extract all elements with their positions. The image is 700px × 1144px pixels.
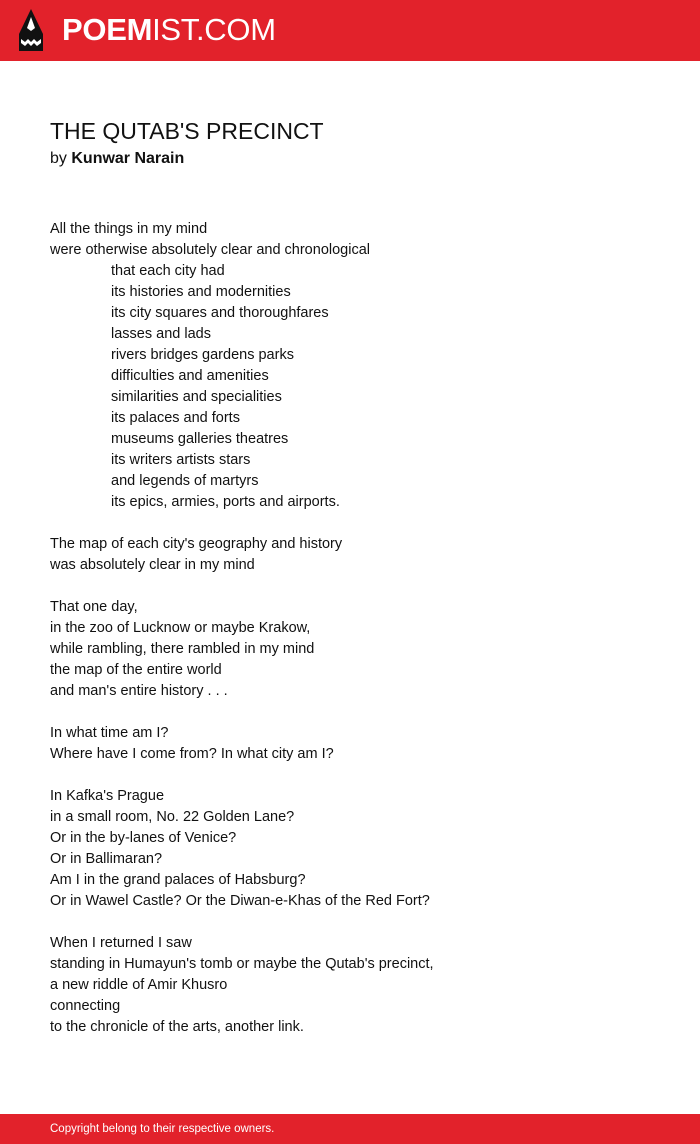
poem-line: in the zoo of Lucknow or maybe Krakow, [50, 620, 311, 636]
poem-author: Kunwar Narain [71, 150, 185, 167]
site-header [0, 0, 700, 61]
poem-line: similarities and specialities [111, 389, 282, 405]
poem-line: difficulties and amenities [111, 368, 269, 384]
poem-line: Am I in the grand palaces of Habsburg? [50, 872, 306, 888]
poem-line: was absolutely clear in my mind [50, 557, 255, 573]
stanza-break [50, 576, 650, 597]
poem-line: its epics, armies, ports and airports. [111, 494, 340, 510]
copyright-notice: Copyright belong to their respective owners. [50, 1123, 275, 1135]
poem-line: Or in Wawel Castle? Or the Diwan-e-Khas of the Red Fort? [50, 893, 430, 909]
poem-line: its histories and modernities [111, 284, 291, 300]
poem-line: Or in the by-lanes of Venice? [50, 830, 237, 846]
poem-line: All the things in my mind [50, 221, 208, 237]
poem-title: THE QUTAB'S PRECINCT [50, 118, 324, 144]
poem-line: rivers bridges gardens parks [111, 347, 294, 363]
site-footer [0, 1114, 700, 1144]
site-logo-link[interactable] [18, 8, 276, 52]
poem-line: In what time am I? [50, 725, 169, 741]
poem-line: the map of the entire world [50, 662, 222, 678]
poem-body [50, 219, 650, 1038]
pen-nib-icon [18, 8, 44, 52]
poem-byline [50, 148, 184, 170]
poem-line: its city squares and thoroughfares [111, 305, 329, 321]
poem-line: Where have I come from? In what city am I? [50, 746, 334, 762]
wordmark-bold: POEM [62, 12, 153, 47]
poem-line: to the chronicle of the arts, another link. [50, 1019, 304, 1035]
poem-line: The map of each city's geography and history [50, 536, 343, 552]
poem-line: standing in Humayun's tomb or maybe the Qutab's precinct, [50, 956, 434, 972]
stanza-break [50, 513, 650, 534]
poem-line: and legends of martyrs [111, 473, 259, 489]
stanza-break [50, 702, 650, 723]
poem-line: lasses and lads [111, 326, 211, 342]
wordmark-light: IST.COM [152, 12, 276, 47]
poem-line: in a small room, No. 22 Golden Lane? [50, 809, 295, 825]
poem-line: and man's entire history . . . [50, 683, 228, 699]
byline-label: by [50, 150, 67, 167]
poem-line: museums galleries theatres [111, 431, 289, 447]
poem-line: its palaces and forts [111, 410, 240, 426]
poem-line: a new riddle of Amir Khusro [50, 977, 228, 993]
poem-line: When I returned I saw [50, 935, 192, 951]
poem-line: connecting [50, 998, 121, 1014]
poem-line: That one day, [50, 599, 138, 615]
poem-line: its writers artists stars [111, 452, 251, 468]
poem-line: In Kafka's Prague [50, 788, 165, 804]
site-wordmark [62, 8, 276, 52]
poem-line: while rambling, there rambled in my mind [50, 641, 315, 657]
poem-line: that each city had [111, 263, 225, 279]
stanza-break [50, 765, 650, 786]
stanza-break [50, 912, 650, 933]
poem-line: Or in Ballimaran? [50, 851, 163, 867]
poem-line: were otherwise absolutely clear and chronological [50, 242, 370, 258]
